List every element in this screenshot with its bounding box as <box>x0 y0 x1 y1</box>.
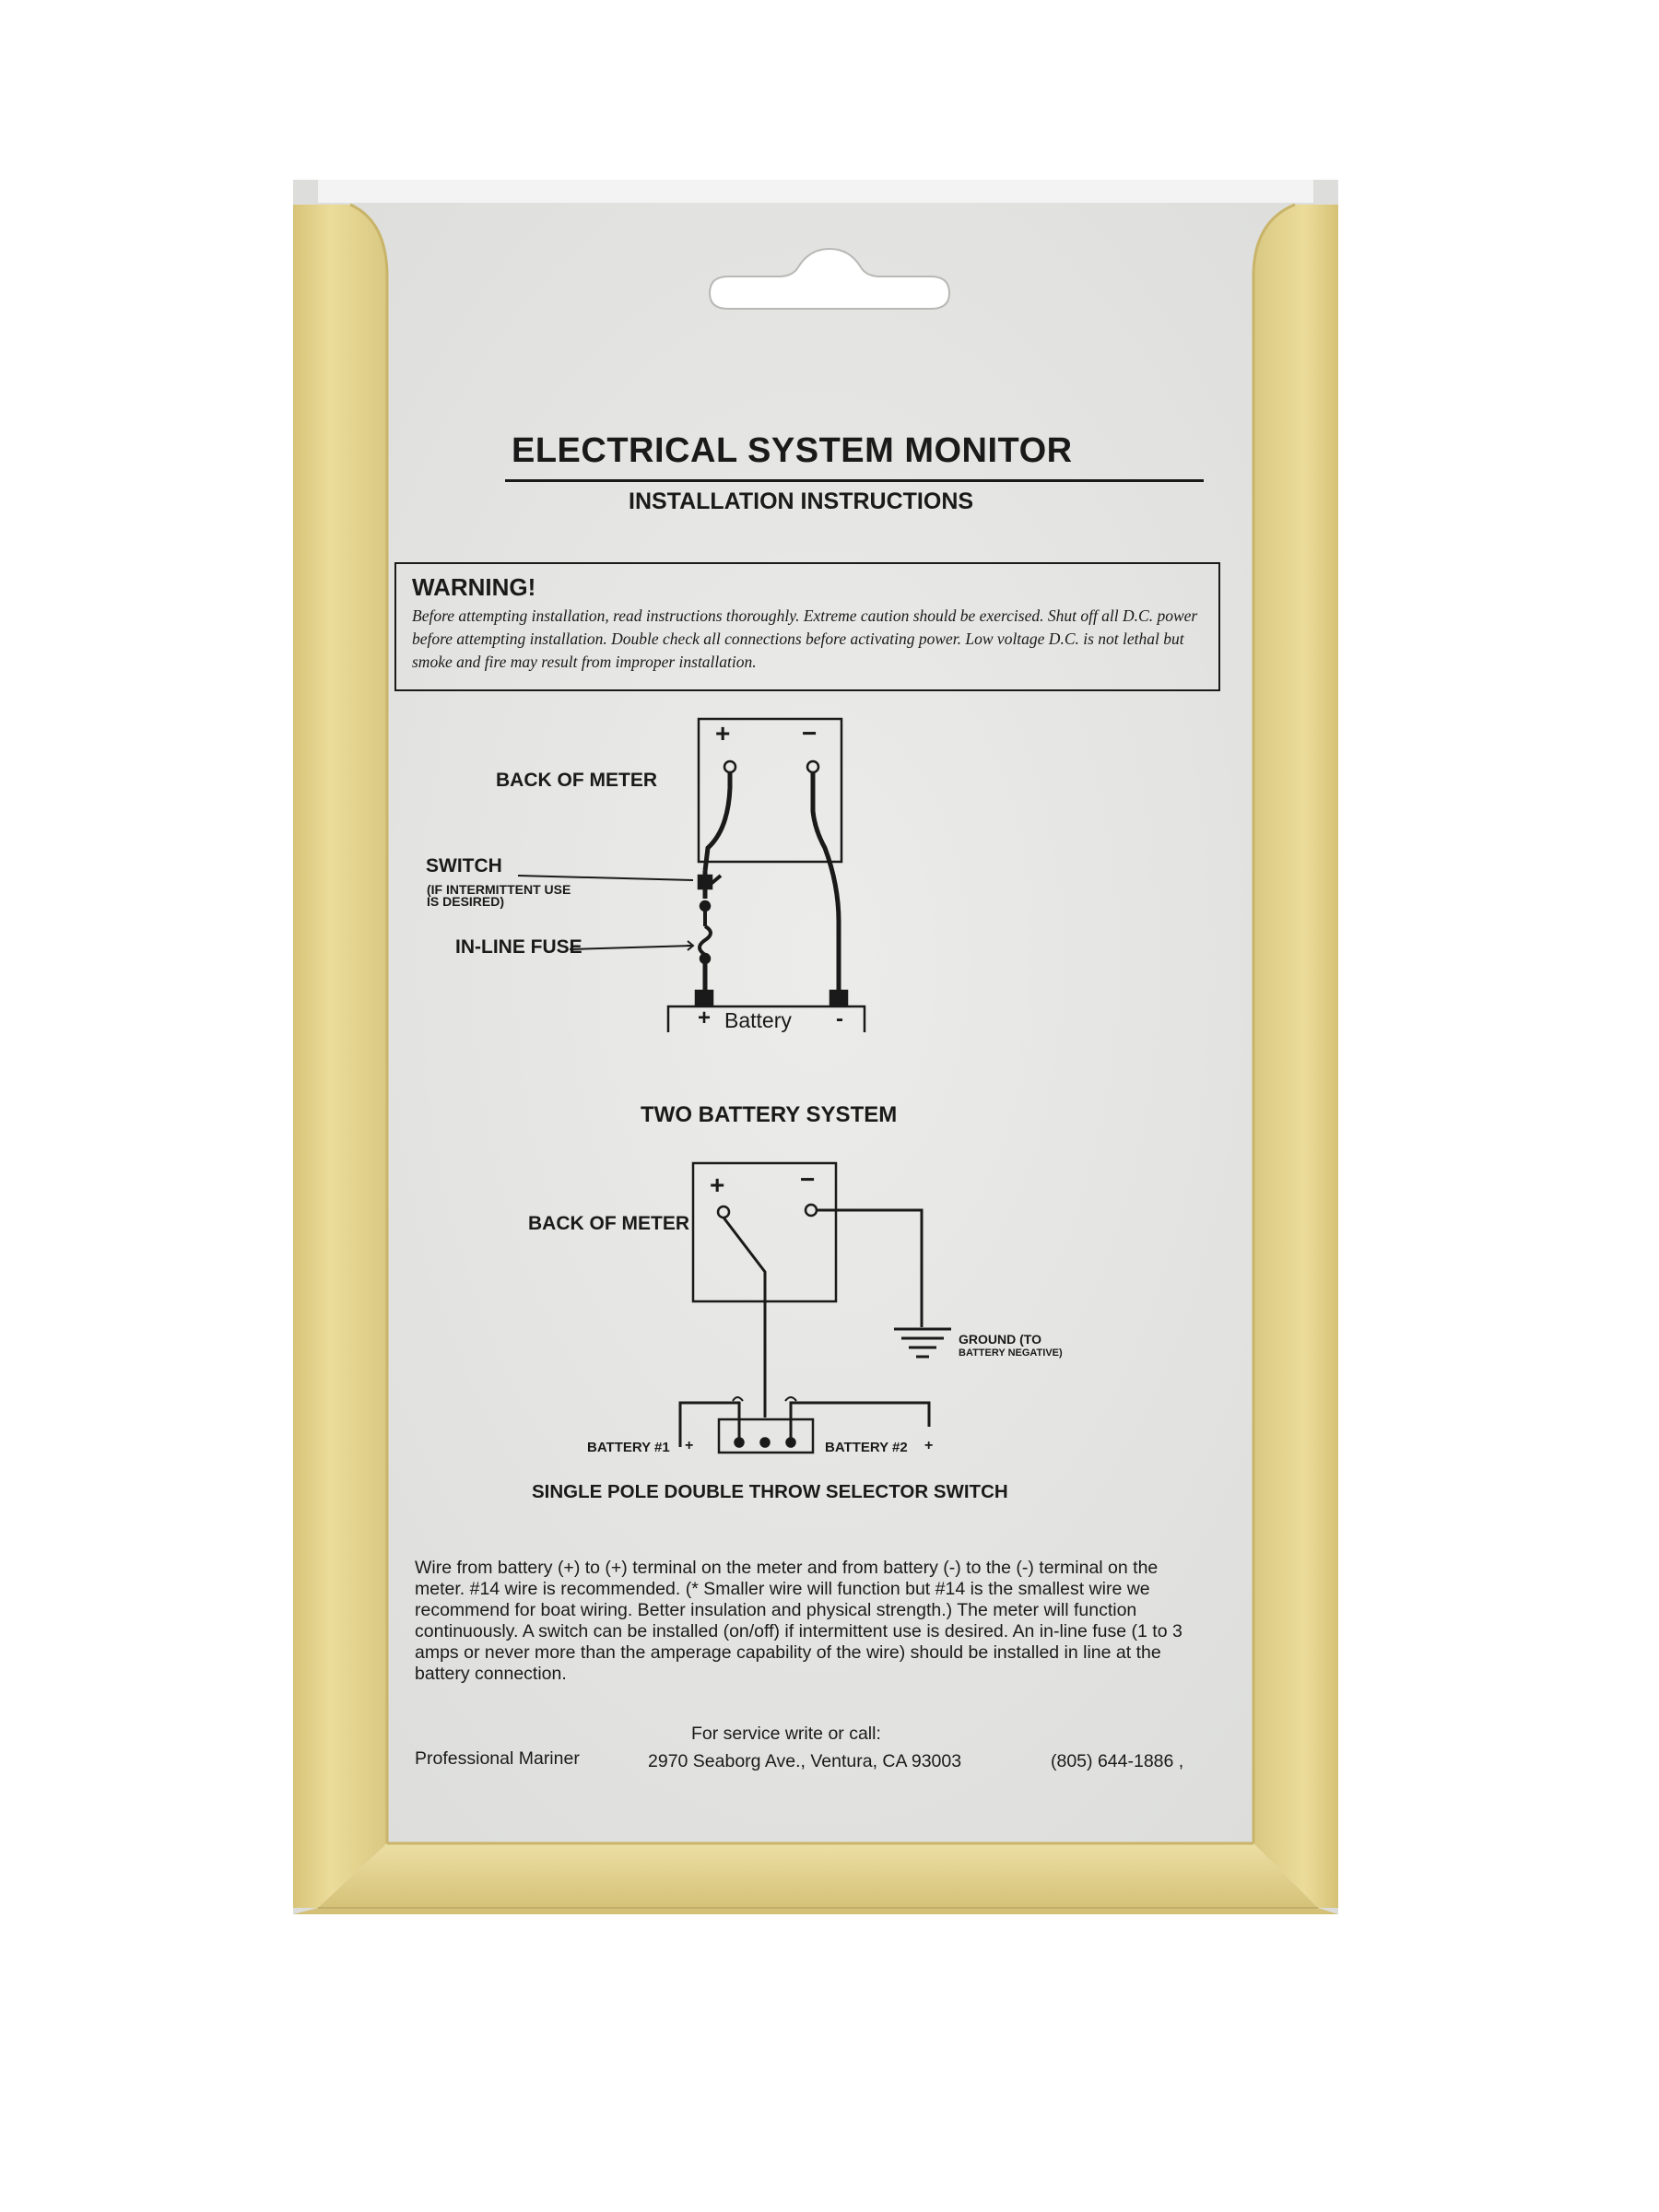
instructions-paragraph: Wire from battery (+) to (+) terminal on the meter and from battery (-) to the (-) terminal on the meter. #14 wire is recommended. (* Smaller wire will function but #14 is the smallest wire we recommend for boat wiring. Better insulation and physical strength.) The meter will function continuously. A switch can be installed (on/off) if intermittent use is desired. An in-line fuse (1 to 3 amps or never more than the amperage capability of the wire) should be installed in line at the battery connection. <box>415 1558 1182 1684</box>
switch-note-2: IS DESIRED) <box>427 894 505 909</box>
minus-label-2: − <box>800 1165 816 1194</box>
battery-label-1: Battery <box>724 1008 792 1032</box>
service-address: 2970 Seaborg Ave., Ventura, CA 93003 <box>648 1751 962 1771</box>
selector-switch-caption: SINGLE POLE DOUBLE THROW SELECTOR SWITCH <box>532 1481 1008 1502</box>
battery-minus-label: - <box>836 1006 843 1031</box>
warning-heading: WARNING! <box>412 573 536 601</box>
back-of-meter-label-2: BACK OF METER <box>528 1213 689 1234</box>
battery-2-label: BATTERY #2 <box>825 1440 908 1455</box>
plus-label-1: + <box>715 719 731 747</box>
switch-label: SWITCH <box>426 855 502 877</box>
minus-label-1: − <box>802 719 818 747</box>
battery-2-sign: + <box>924 1438 934 1453</box>
minus-terminal-2 <box>806 1205 817 1216</box>
service-line: For service write or call: <box>691 1724 881 1744</box>
two-battery-heading: TWO BATTERY SYSTEM <box>641 1102 898 1127</box>
page-title: ELECTRICAL SYSTEM MONITOR <box>512 431 1073 470</box>
battery-1-sign: + <box>685 1438 694 1453</box>
back-of-meter-label-1: BACK OF METER <box>496 770 657 791</box>
company-name: Professional Mariner <box>415 1748 580 1769</box>
inline-fuse-label: IN-LINE FUSE <box>455 936 582 958</box>
plus-label-2: + <box>710 1171 725 1199</box>
switch-note-1: (IF INTERMITTENT USE <box>427 882 571 897</box>
ground-label: GROUND (TO <box>959 1332 1041 1347</box>
battery-plus-label: + <box>698 1006 712 1030</box>
page-subtitle: INSTALLATION INSTRUCTIONS <box>629 488 974 514</box>
service-phone: (805) 644-1886 , <box>1051 1751 1184 1771</box>
ground-symbol <box>894 1329 951 1357</box>
battery-1-label: BATTERY #1 <box>587 1440 670 1455</box>
plus-terminal-2 <box>718 1206 729 1218</box>
ground-note: BATTERY NEGATIVE) <box>959 1347 1063 1359</box>
warning-body: Before attempting installation, read instructions thoroughly. Extreme caution should be exercised. Shut off all D.C. power before attempting installation. Double check all connections before activating power. Low voltage D.C. is not lethal but smoke and fire may result from improper installation. <box>412 606 1198 671</box>
